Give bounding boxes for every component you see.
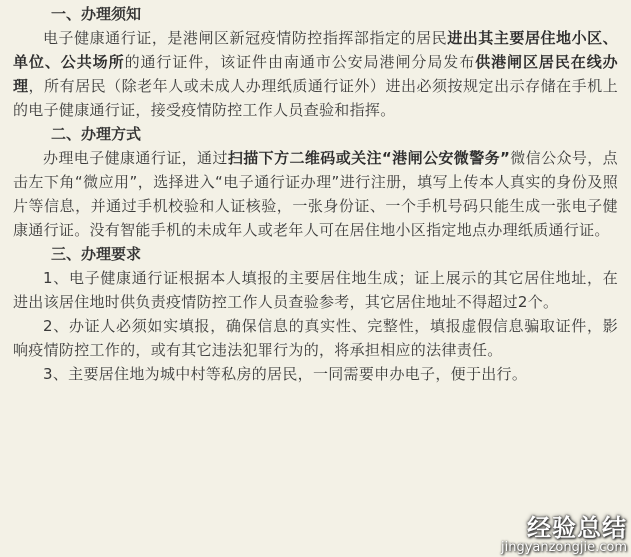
text-run: 办理电子健康通行证，通过 bbox=[43, 149, 228, 167]
emphasized-text: 进出其主要居住地小区、单位、公共场所 bbox=[13, 29, 618, 71]
watermark-logo bbox=[501, 515, 627, 555]
emphasized-text: 供港闸区居民在线办理 bbox=[13, 53, 618, 95]
section-paragraph bbox=[13, 314, 618, 362]
watermark-title: 经验总结 bbox=[527, 514, 627, 542]
text-run: 2、办证人必须如实填报，确保信息的真实性、完整性，填报虚假信息骗取证件，影响疫情防控工作的，或有其它违法犯罪行为的，将承担相应的法律责任。 bbox=[13, 317, 618, 359]
text-run: 的通行证件，该证件由南通市公安局港闸分局发布 bbox=[124, 53, 476, 71]
text-run: 微信公众号，点击左下角“微应用”，选择进入“电子通行证办理”进行注册，填写上传本人真实的身份及照片等信息，并通过手机校验和人证核验，一张身份证、一个手机号码只能生成一张电子健康通行证。没有智能手机的未成年人或老年人可在居住地小区指定地点办理纸质通行证。 bbox=[13, 149, 618, 239]
text-run: 电子健康通行证，是港闸区新冠疫情防控指挥部指定的居民 bbox=[43, 29, 448, 47]
section-paragraph bbox=[13, 146, 618, 242]
section-paragraph bbox=[13, 26, 618, 122]
section-heading: 二、办理方式 bbox=[51, 125, 142, 143]
section-heading: 一、办理须知 bbox=[51, 5, 142, 23]
text-run: ，便于出行。 bbox=[435, 365, 528, 383]
watermark-url: jingyanzongjie.com bbox=[500, 540, 627, 555]
text-run: 3、主要居住地为城中村等私房的居民，一同需要申办电子 bbox=[43, 365, 436, 383]
section-paragraph bbox=[13, 266, 618, 314]
section-paragraph bbox=[13, 362, 618, 386]
text-run: ，所有居民（除老年人或未成人办理纸质通行证外）进出必须按规定出示存储在手机上的电子健康通行证，接受疫情防控工作人员查验和指挥。 bbox=[13, 77, 618, 119]
emphasized-text: 扫描下方二维码或关注“港闸公安微警务” bbox=[227, 149, 511, 167]
document-sections bbox=[13, 2, 618, 386]
section-heading: 三、办理要求 bbox=[51, 245, 142, 263]
text-run: 1、电子健康通行证根据本人填报的主要居住地生成；证上展示的其它居住地址，在进出该居住地时供负责疫情防控工作人员查验参考，其它居住地址不得超过2个。 bbox=[13, 269, 618, 311]
